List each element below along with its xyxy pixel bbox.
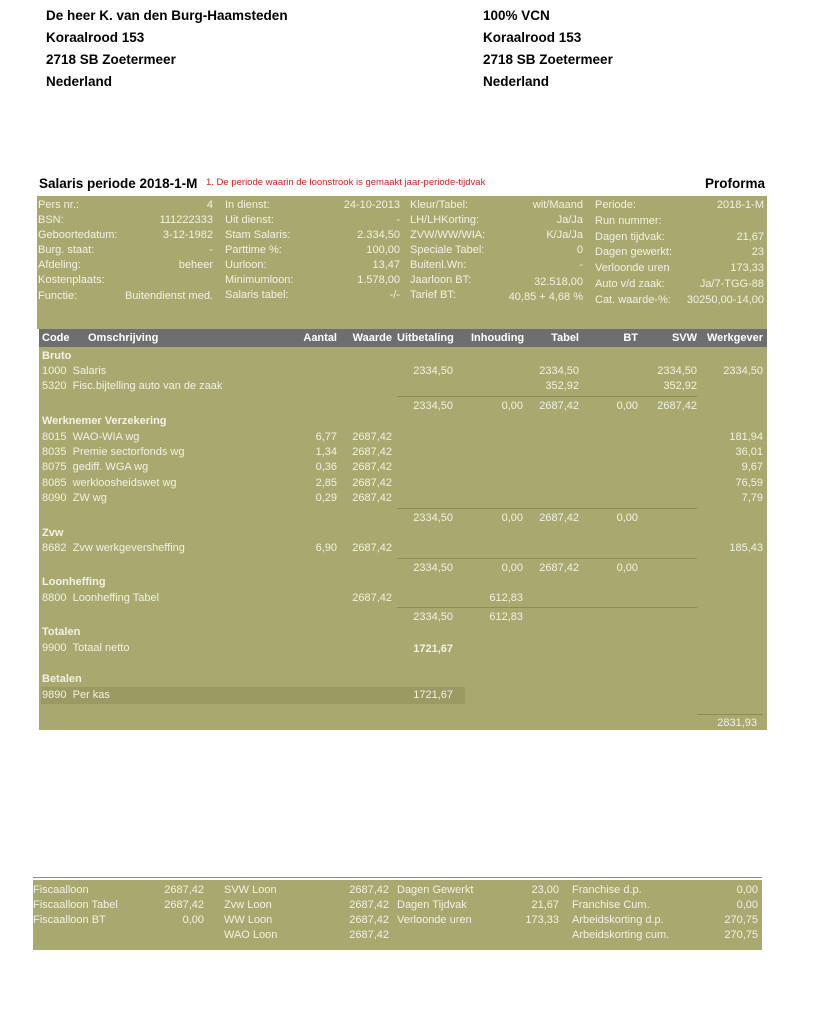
value-lh-korting: Ja/Ja (556, 214, 583, 226)
row-code: 8075 (42, 461, 67, 473)
footer-col4-values (700, 883, 758, 943)
subtotal-divider (397, 607, 697, 608)
value-run-nummer (670, 214, 764, 230)
table-row (42, 379, 222, 394)
value-kostenplaats (100, 273, 213, 288)
header-uitbetaling: Uitbetaling (397, 332, 454, 344)
cell-waarde: 2687,42 (352, 446, 392, 458)
value-parttime: 100,00 (366, 244, 400, 256)
page-title: Salaris periode 2018-1-M (39, 176, 198, 191)
label-dagen-tijdvak: Dagen Tijdvak (397, 899, 467, 911)
value-fiscaalloon-tabel: 2687,42 (164, 899, 204, 911)
cell-werkgever: 36,01 (735, 446, 763, 458)
employee-name: De heer K. van den Burg-Haamsteden (46, 8, 288, 23)
footer-col1-labels (33, 883, 118, 928)
row-code: 5320 (42, 380, 67, 392)
cell-aantal: 1,34 (315, 446, 337, 458)
cell-inhouding: 612,83 (489, 592, 523, 604)
row-code: 9900 (42, 642, 67, 654)
sub-tabel: 2687,42 (539, 562, 579, 574)
sub-bt: 0,00 (616, 400, 638, 412)
row-desc: ZW wg (72, 492, 107, 504)
row-code: 8015 (42, 431, 67, 443)
label-arbeidskorting-dp: Arbeidskorting d.p. (572, 914, 664, 926)
row-desc: Premie sectorfonds wg (72, 446, 185, 458)
label-dagen-tijdvak: Dagen tijdvak: (595, 230, 665, 243)
row-desc: werkloosheidswet wg (72, 477, 177, 489)
label-burg-staat: Burg. staat: (38, 244, 95, 256)
sub-uitbetaling: 2334,50 (413, 611, 453, 623)
label-buitenl-wn: Buitenl.Wn: (410, 259, 467, 271)
row-desc: gediff. WGA wg (72, 461, 149, 473)
employer-country: Nederland (483, 74, 550, 89)
label-minimumloon: Minimumloon: (225, 274, 294, 286)
proforma-label: Proforma (705, 176, 766, 191)
value-zvw-ww-wia: K/Ja/Ja (546, 229, 583, 241)
info-col1-values (100, 198, 213, 304)
cell-werkgever: 7,79 (741, 492, 763, 504)
value-wao-loon: 2687,42 (349, 929, 389, 941)
label-verloonde-uren: Verloonde uren (595, 262, 670, 275)
value-burg-staat: - (209, 244, 213, 256)
label-pers-nr: Pers nr.: (38, 199, 79, 211)
value-kleur-tabel: wit/Maand (532, 199, 583, 211)
table-row (42, 541, 185, 556)
row-code: 8090 (42, 492, 67, 504)
value-pers-nr: 4 (206, 199, 213, 211)
cell-aantal: 0,36 (315, 461, 337, 473)
label-fiscaalloon-tabel: Fiscaalloon Tabel (33, 899, 118, 911)
subtotal-divider (397, 558, 697, 559)
header-bt: BT (623, 332, 638, 344)
cell-uitbetaling: 2334,50 (413, 365, 453, 377)
header-werkgever: Werkgever (706, 332, 763, 344)
cell-aantal: 6,90 (315, 542, 337, 554)
cell-aantal: 0,29 (315, 492, 337, 504)
value-arbeidskorting-dp: 270,75 (724, 914, 758, 926)
row-code: 8035 (42, 446, 67, 458)
label-functie: Functie: (38, 290, 78, 302)
sub-uitbetaling: 2334,50 (413, 400, 453, 412)
value-ww-loon: 2687,42 (349, 914, 389, 926)
sub-uitbetaling: 2334,50 (413, 512, 453, 524)
cell-totaal-netto: 1721,67 (413, 643, 453, 655)
label-geboortedatum: Geboortedatum: (38, 229, 118, 241)
row-code: 8800 (42, 592, 67, 604)
employee-city: 2718 SB Zoetermeer (46, 52, 176, 67)
label-zvw-loon: Zvw Loon (224, 899, 272, 911)
sub-inhouding: 0,00 (501, 512, 523, 524)
value-zvw-loon: 2687,42 (349, 899, 389, 911)
value-periode: 2018-1-M (716, 199, 764, 211)
sub-inhouding: 0,00 (501, 400, 523, 412)
section-zvw: Zvw (42, 527, 64, 539)
sub-tabel: 2687,42 (539, 512, 579, 524)
sub-tabel: 2687,42 (539, 400, 579, 412)
value-dagen-tijdvak: 21,67 (736, 230, 764, 243)
value-speciale-tabel: 0 (576, 244, 583, 256)
value-fiscaalloon-bt: 0,00 (182, 914, 204, 926)
label-arbeidskorting-cum: Arbeidskorting cum. (572, 929, 670, 941)
sub-uitbetaling: 2334,50 (413, 562, 453, 574)
label-franchise-dp: Franchise d.p. (572, 884, 642, 896)
label-cat-waarde: Cat. waarde-%: (595, 293, 671, 306)
value-buitenl-wn: - (579, 259, 583, 271)
cell-aantal: 6,77 (315, 431, 337, 443)
row-code: 9890 (42, 689, 67, 701)
value-in-dienst: 24-10-2013 (343, 199, 400, 211)
label-salaris-tabel: Salaris tabel: (225, 289, 289, 301)
label-dagen-gewerkt: Dagen gewerkt: (595, 246, 673, 259)
sub-inhouding: 612,83 (489, 611, 523, 623)
header-aantal: Aantal (303, 332, 337, 344)
footer-col1-values (150, 883, 204, 928)
info-col4-values (670, 198, 764, 309)
werkgever-total: 2831,93 (717, 717, 757, 729)
row-code: 1000 (42, 365, 67, 377)
label-uurloon: Uurloon: (225, 259, 267, 271)
value-minimumloon: 1.578,00 (357, 274, 400, 286)
label-wao-loon: WAO Loon (224, 929, 278, 941)
row-code: 8682 (42, 542, 67, 554)
value-uurloon: 13,47 (372, 259, 400, 271)
sub-inhouding: 0,00 (501, 562, 523, 574)
section-werknemer-verzekering: Werknemer Verzekering (42, 415, 167, 427)
table-row (42, 445, 185, 460)
label-svw-loon: SVW Loon (224, 884, 277, 896)
table-row (42, 591, 159, 606)
value-dagen-tijdvak: 21,67 (531, 899, 559, 911)
cell-waarde: 2687,42 (352, 477, 392, 489)
label-in-dienst: In dienst: (225, 199, 270, 211)
row-desc: Loonheffing Tabel (72, 592, 160, 604)
header-svw: SVW (671, 332, 697, 344)
table-row (42, 688, 110, 703)
cell-werkgever: 2334,50 (723, 365, 763, 377)
table-row (42, 364, 106, 379)
label-zvw-ww-wia: ZVW/WW/WIA: (410, 229, 486, 241)
section-totalen: Totalen (42, 626, 81, 638)
period-note: 1. De periode waarin de loonstrook is gemaakt jaar-periode-tijdvak (206, 177, 486, 188)
table-row (42, 641, 129, 656)
label-ww-loon: WW Loon (224, 914, 273, 926)
label-stam-salaris: Stam Salaris: (225, 229, 291, 241)
value-afdeling: beheer (178, 259, 213, 271)
footer-divider (33, 877, 762, 878)
employer-address (483, 5, 613, 93)
value-fiscaalloon: 2687,42 (164, 884, 204, 896)
value-verloonde-uren: 173,33 (525, 914, 559, 926)
label-franchise-cum: Franchise Cum. (572, 899, 650, 911)
section-betalen: Betalen (42, 673, 82, 685)
header-waarde: Waarde (352, 332, 392, 344)
label-afdeling: Afdeling: (38, 259, 81, 271)
cell-waarde: 2687,42 (352, 431, 392, 443)
footer-col4-labels (572, 883, 669, 943)
value-jaarloon-bt: 32.518,00 (534, 276, 583, 288)
value-dagen-gewerkt: 23,00 (531, 884, 559, 896)
header-inhouding: Inhouding (471, 332, 525, 344)
section-loonheffing: Loonheffing (42, 576, 106, 588)
employer-street: Koraalrood 153 (483, 30, 582, 45)
table-row (42, 476, 177, 491)
cell-aantal: 2,85 (315, 477, 337, 489)
cell-waarde: 2687,42 (352, 592, 392, 604)
employee-address (46, 5, 288, 93)
label-uit-dienst: Uit dienst: (225, 214, 274, 226)
info-col4-labels (595, 198, 672, 309)
value-functie: Buitendienst med. (124, 290, 213, 302)
werkgever-total-divider (697, 714, 763, 715)
footer-col2-values (330, 883, 389, 943)
value-uit-dienst: - (396, 214, 400, 226)
value-franchise-dp: 0,00 (736, 884, 758, 896)
table-row (42, 430, 139, 445)
label-jaarloon-bt: Jaarloon BT: (410, 274, 472, 286)
info-col2-values (320, 198, 400, 303)
footer-col2-labels (224, 883, 277, 943)
info-col3-values (490, 198, 583, 305)
cell-waarde: 2687,42 (352, 492, 392, 504)
subtotal-divider (397, 396, 697, 397)
employee-street: Koraalrood 153 (46, 30, 145, 45)
employer-name: 100% VCN (483, 8, 550, 23)
value-auto-zaak: Ja/7-TGG-88 (699, 277, 764, 290)
value-svw-loon: 2687,42 (349, 884, 389, 896)
cell-svw: 2334,50 (657, 365, 697, 377)
row-desc: Per kas (72, 689, 110, 701)
label-periode: Periode: (595, 199, 636, 211)
row-desc: Salaris (72, 365, 107, 377)
value-salaris-tabel: -/- (389, 289, 400, 301)
value-dagen-gewerkt: 23 (751, 246, 764, 259)
footer-col3-labels (397, 883, 473, 928)
cell-tabel: 2334,50 (539, 365, 579, 377)
value-stam-salaris: 2.334,50 (357, 229, 400, 241)
value-verloonde-uren: 173,33 (730, 262, 764, 275)
row-desc: Fisc.bijtelling auto van de zaak (72, 380, 223, 392)
label-lh-korting: LH/LHKorting: (410, 214, 480, 226)
label-bsn: BSN: (38, 214, 64, 226)
label-fiscaalloon-bt: Fiscaalloon BT (33, 914, 106, 926)
cell-werkgever: 9,67 (741, 461, 763, 473)
employee-country: Nederland (46, 74, 113, 89)
cell-tabel: 352,92 (545, 380, 579, 392)
sub-svw: 2687,42 (657, 400, 697, 412)
label-tarief-bt: Tarief BT: (410, 289, 456, 301)
cell-waarde: 2687,42 (352, 461, 392, 473)
section-bruto: Bruto (42, 350, 72, 362)
label-kostenplaats: Kostenplaats: (38, 274, 105, 286)
cell-werkgever: 76,59 (735, 477, 763, 489)
label-auto-zaak: Auto v/d zaak: (595, 277, 665, 290)
cell-waarde: 2687,42 (352, 542, 392, 554)
cell-werkgever: 185,43 (729, 542, 763, 554)
cell-per-kas: 1721,67 (413, 689, 453, 701)
subtotal-divider (397, 508, 697, 509)
value-cat-waarde: 30250,00-14,00 (686, 293, 764, 306)
label-verloonde-uren: Verloonde uren (397, 914, 472, 926)
header-omschrijving: Omschrijving (88, 332, 159, 344)
label-run-nummer: Run nummer: (595, 214, 662, 227)
label-dagen-gewerkt: Dagen Gewerkt (397, 884, 474, 896)
label-parttime: Parttime %: (225, 244, 282, 256)
value-franchise-cum: 0,00 (736, 899, 758, 911)
cell-werkgever: 181,94 (729, 431, 763, 443)
header-tabel: Tabel (551, 332, 579, 344)
value-bsn: 111222333 (159, 214, 213, 226)
info-col3-labels (410, 198, 485, 303)
sub-bt: 0,00 (616, 512, 638, 524)
row-desc: Totaal netto (72, 642, 130, 654)
cell-svw: 352,92 (663, 380, 697, 392)
info-col2-labels (225, 198, 293, 303)
sub-bt: 0,00 (616, 562, 638, 574)
value-tarief-bt: 40,85 + 4,68 % (508, 291, 583, 303)
table-row (42, 491, 107, 506)
employer-city: 2718 SB Zoetermeer (483, 52, 613, 67)
value-geboortedatum: 3-12-1982 (162, 229, 213, 241)
header-code: Code (42, 332, 70, 344)
row-desc: Zvw werkgeversheffing (72, 542, 185, 554)
footer-col3-values (500, 883, 559, 928)
label-fiscaalloon: Fiscaalloon (33, 884, 89, 896)
row-code: 8085 (42, 477, 67, 489)
label-speciale-tabel: Speciale Tabel: (410, 244, 485, 256)
table-row (42, 460, 148, 475)
row-desc: WAO-WIA wg (72, 431, 140, 443)
value-arbeidskorting-cum: 270,75 (724, 929, 758, 941)
label-kleur-tabel: Kleur/Tabel: (410, 199, 469, 211)
